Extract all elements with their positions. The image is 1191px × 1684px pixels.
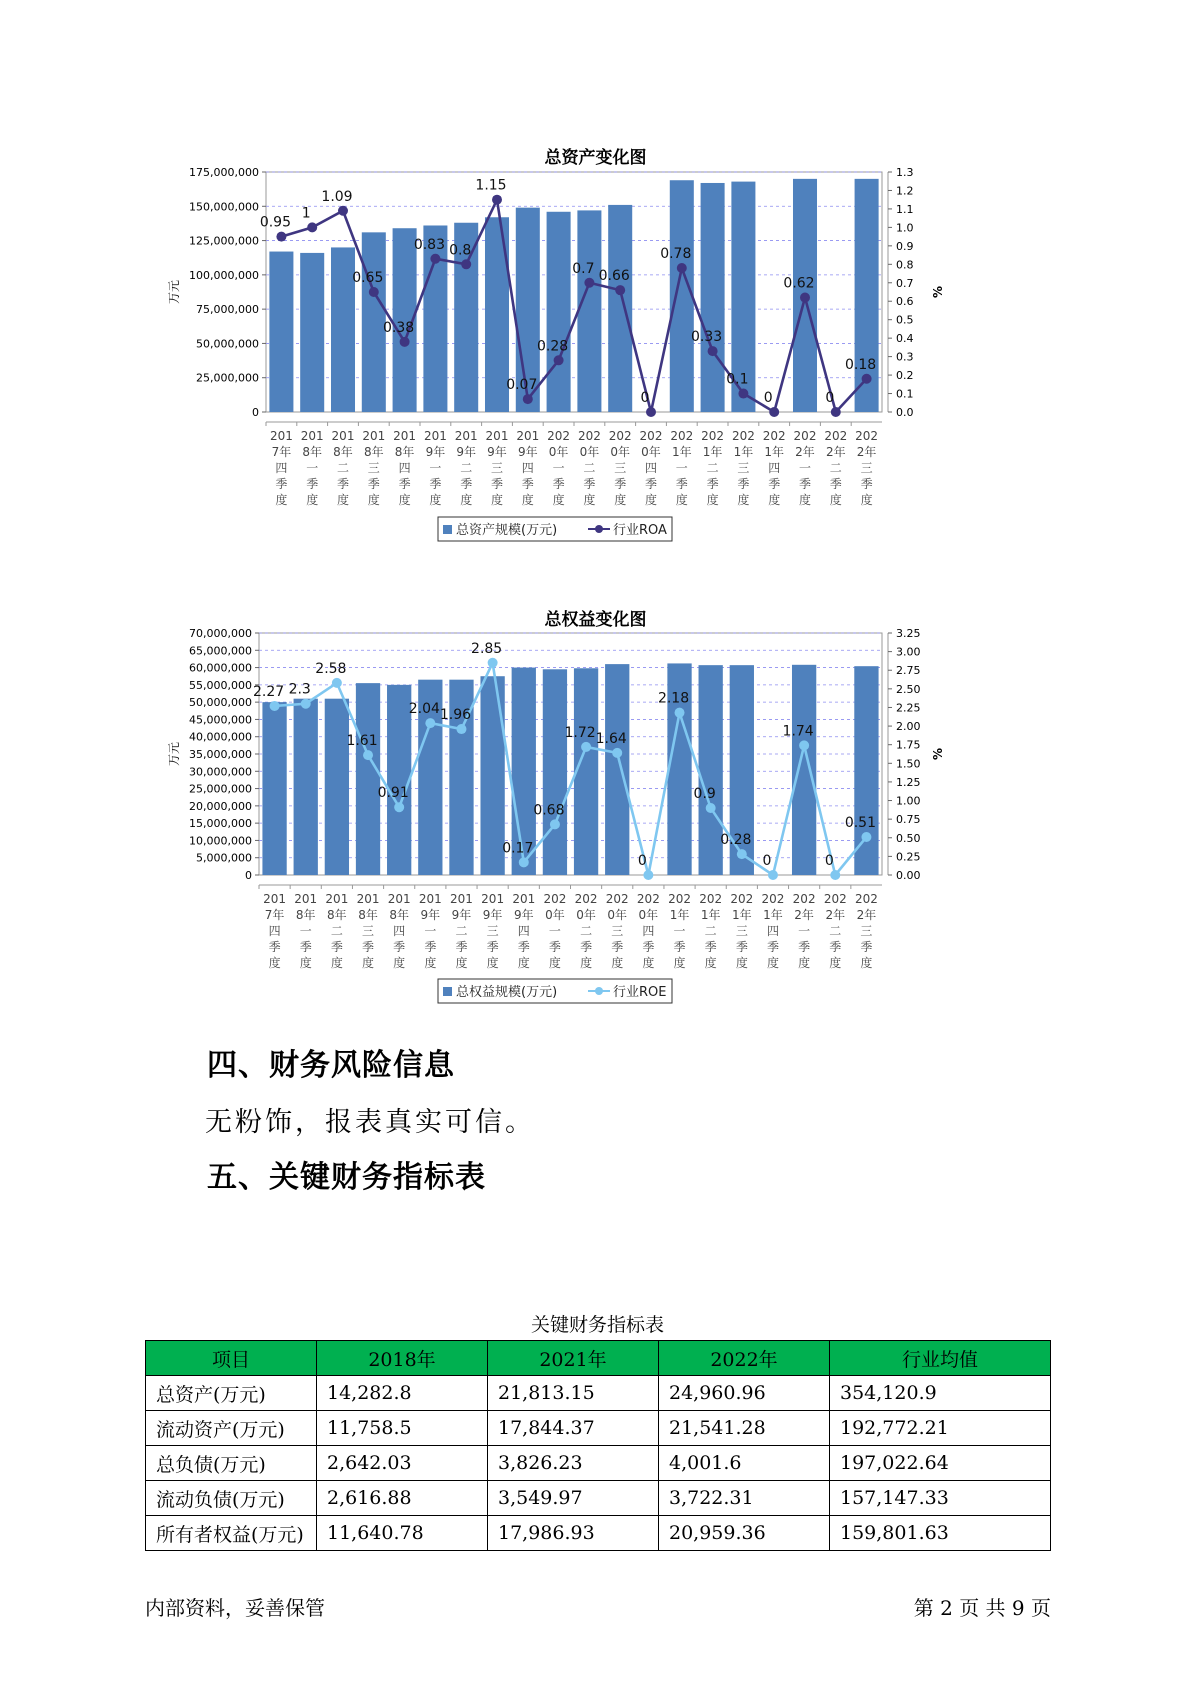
y2-tick-label: 0.0: [896, 406, 914, 419]
data-label: 1.61: [346, 733, 378, 750]
x-tick-label: 202 0年二季度: [577, 429, 601, 507]
data-point: [768, 870, 778, 880]
table-cell: 157,147.33: [830, 1481, 1051, 1516]
data-label: 0.07: [506, 377, 538, 394]
section5-heading: 五、关键财务指标表: [207, 1160, 486, 1195]
x-tick-label: 201 7年四季度: [263, 892, 287, 970]
x-tick-label: 201 8年四季度: [387, 892, 411, 970]
y-axis-label: 万元: [167, 741, 181, 767]
y2-tick-label: 3.00: [896, 645, 921, 659]
y2-tick-label: 2.75: [896, 664, 921, 678]
data-label: 0.51: [844, 815, 877, 832]
table-cell: 192,772.21: [830, 1411, 1051, 1446]
data-point: [799, 740, 809, 750]
bar: [574, 668, 598, 875]
data-point: [363, 750, 373, 760]
x-tick-label: 202 2年二季度: [824, 429, 848, 507]
data-point: [800, 293, 810, 303]
x-tick-label: 201 8年三季度: [356, 892, 380, 970]
col-header: 2021年: [488, 1341, 659, 1376]
x-tick-label: 202 0年二季度: [574, 892, 598, 970]
y-tick-label: 40,000,000: [189, 730, 252, 744]
x-tick-label: 202 0年三季度: [605, 892, 629, 970]
y-tick-label: 25,000,000: [189, 782, 252, 796]
x-tick-label: 201 9年三季度: [481, 892, 505, 970]
data-point: [554, 355, 564, 365]
y-axis-label: 万元: [167, 279, 181, 305]
x-tick-label: 202 2年一季度: [793, 429, 817, 507]
x-tick-label: 202 2年二季度: [823, 892, 847, 970]
legend-bar-label: 总权益规模(万元): [456, 985, 558, 1000]
data-point: [488, 658, 498, 668]
table-cell: 所有者权益(万元): [146, 1516, 317, 1551]
data-label: 1.96: [439, 707, 472, 724]
x-tick-label: 201 9年二季度: [450, 892, 473, 970]
data-label: 0.62: [783, 275, 815, 292]
legend-line-marker: [595, 525, 603, 533]
y-tick-label: 50,000,000: [189, 696, 252, 710]
y2-axis-label: %: [931, 285, 945, 299]
table-cell: 2,616.88: [317, 1481, 488, 1516]
data-point: [338, 206, 348, 216]
y2-tick-label: 0.3: [896, 350, 914, 364]
table-cell: 21,541.28: [659, 1411, 830, 1446]
data-point: [769, 407, 779, 417]
section4-text: 无粉饰，报表真实可信。: [205, 1107, 535, 1138]
bar: [792, 665, 816, 875]
data-label: 0.91: [377, 785, 409, 802]
y2-tick-label: 0.4: [896, 332, 914, 346]
x-tick-label: 202 2年三季度: [855, 429, 879, 507]
data-point: [301, 699, 311, 709]
data-label: 0.9: [693, 785, 716, 802]
data-label: 2.85: [471, 640, 503, 657]
x-tick-label: 202 1年二季度: [701, 429, 725, 507]
y-tick-label: 25,000,000: [196, 371, 259, 385]
y-tick-label: 70,000,000: [189, 627, 252, 640]
table-cell: 17,844.37: [488, 1411, 659, 1446]
data-label: 0.38: [383, 319, 415, 336]
section4-heading: 四、财务风险信息: [207, 1048, 455, 1083]
bar: [547, 212, 571, 412]
table-cell: 总资产(万元): [146, 1376, 317, 1411]
data-point: [831, 407, 841, 417]
x-tick-label: 201 8年四季度: [393, 429, 417, 507]
data-point: [862, 374, 872, 384]
bar: [670, 180, 694, 412]
footer-confidential: 内部资料，妥善保管: [145, 1596, 325, 1620]
data-label: 2.3: [288, 681, 311, 698]
data-point: [646, 407, 656, 417]
x-tick-label: 202 1年三季度: [731, 429, 755, 507]
data-label: 1.64: [595, 730, 627, 747]
x-tick-label: 201 8年一季度: [300, 429, 324, 507]
data-label: 2.58: [315, 660, 347, 677]
table-row: [146, 1481, 1051, 1516]
data-point: [276, 232, 286, 242]
y2-tick-label: 0.7: [896, 276, 914, 290]
data-point: [550, 819, 560, 829]
data-label: 0.33: [691, 329, 723, 346]
table-row: [146, 1446, 1051, 1481]
data-label: 0.78: [660, 246, 692, 262]
bar: [269, 252, 293, 412]
y2-tick-label: 0.2: [896, 369, 914, 383]
y-tick-label: 60,000,000: [189, 661, 252, 675]
x-tick-label: 202 1年三季度: [730, 892, 754, 970]
x-tick-label: 202 0年三季度: [608, 429, 632, 507]
data-point: [492, 195, 502, 205]
plot-frame: [266, 172, 882, 412]
chart2-title: 总权益变化图: [544, 610, 647, 630]
data-point: [675, 708, 685, 718]
y-tick-label: 75,000,000: [196, 303, 259, 317]
data-point: [425, 718, 435, 728]
y2-tick-label: 0.25: [896, 850, 921, 864]
col-header: 项目: [146, 1341, 317, 1376]
table-cell: 3,549.97: [488, 1481, 659, 1516]
y2-tick-label: 1.00: [896, 794, 921, 808]
y2-tick-label: 0.00: [896, 869, 921, 882]
y-tick-label: 50,000,000: [196, 337, 259, 351]
y-tick-label: 30,000,000: [189, 765, 252, 779]
data-point: [456, 724, 466, 734]
chart1-title: 总资产变化图: [544, 148, 647, 168]
y2-axis-label: %: [931, 747, 945, 761]
table-cell: 4,001.6: [659, 1446, 830, 1481]
bar: [701, 183, 725, 412]
y2-tick-label: 1.50: [896, 757, 921, 771]
x-tick-label: 202 0年一季度: [543, 892, 567, 970]
total-assets-chart: [167, 166, 1050, 548]
legend-line-label: 行业ROA: [613, 523, 667, 538]
table-cell: 17,986.93: [488, 1516, 659, 1551]
data-point: [708, 346, 718, 356]
y2-tick-label: 0.8: [896, 258, 914, 272]
table-cell: 197,022.64: [830, 1446, 1051, 1481]
x-tick-label: 201 8年一季度: [294, 892, 318, 970]
y-tick-label: 0: [245, 869, 252, 882]
table-cell: 2,642.03: [317, 1446, 488, 1481]
bar: [356, 683, 380, 875]
data-label: 2.04: [408, 701, 440, 718]
data-label: 0.7: [572, 260, 595, 277]
data-point: [270, 701, 280, 711]
data-label: 0.95: [259, 214, 291, 231]
x-tick-label: 202 1年四季度: [761, 892, 785, 970]
table-cell: 11,758.5: [317, 1411, 488, 1446]
table-cell: 总负债(万元): [146, 1446, 317, 1481]
table-cell: 3,722.31: [659, 1481, 830, 1516]
x-tick-label: 202 1年二季度: [699, 892, 723, 970]
y2-tick-label: 2.50: [896, 682, 921, 696]
y2-tick-label: 1.1: [896, 202, 914, 216]
data-label: 2.27: [252, 683, 285, 700]
data-point: [677, 263, 687, 273]
data-label: 0.66: [598, 268, 630, 285]
y-tick-label: 150,000,000: [189, 200, 259, 214]
table-cell: 24,960.96: [659, 1376, 830, 1411]
y2-tick-label: 1.2: [896, 184, 914, 198]
bar: [262, 702, 286, 875]
y-tick-label: 35,000,000: [189, 748, 252, 761]
x-tick-label: 202 0年四季度: [636, 892, 660, 970]
y-tick-label: 55,000,000: [189, 678, 252, 692]
data-point: [615, 285, 625, 295]
data-point: [461, 259, 471, 269]
total-equity-chart: [167, 627, 1050, 1013]
y2-tick-label: 0.75: [896, 813, 921, 827]
data-point: [584, 278, 594, 288]
y2-tick-label: 0.9: [896, 239, 914, 253]
bar: [854, 666, 878, 875]
data-label: 2.18: [657, 690, 690, 707]
data-point: [332, 678, 342, 688]
table-cell: 354,120.9: [830, 1376, 1051, 1411]
y-tick-label: 20,000,000: [189, 799, 252, 813]
data-point: [581, 742, 591, 752]
x-tick-label: 202 2年三季度: [854, 892, 878, 970]
table-cell: 流动资产(万元): [146, 1411, 317, 1446]
data-point: [738, 389, 748, 399]
bar: [387, 685, 411, 875]
table-caption: 关键财务指标表: [530, 1314, 664, 1336]
y-tick-label: 45,000,000: [189, 713, 252, 727]
y-tick-label: 10,000,000: [189, 834, 252, 848]
table-cell: 20,959.36: [659, 1516, 830, 1551]
x-tick-label: 201 8年二季度: [331, 429, 355, 507]
y-tick-label: 5,000,000: [196, 851, 252, 865]
x-tick-label: 201 9年四季度: [512, 892, 536, 970]
data-label: 1.72: [564, 724, 596, 741]
data-point: [369, 287, 379, 297]
data-point: [307, 222, 317, 232]
data-label: 0.28: [537, 338, 569, 355]
data-point: [400, 337, 410, 347]
bar: [699, 665, 723, 875]
y-tick-label: 175,000,000: [189, 166, 259, 179]
data-point: [830, 870, 840, 880]
data-label: 0: [825, 390, 835, 406]
table-row: [146, 1516, 1051, 1551]
table-header-row: [146, 1341, 1051, 1376]
data-point: [861, 832, 871, 842]
x-tick-label: 201 8年三季度: [362, 429, 386, 507]
y-tick-label: 0: [252, 406, 259, 419]
data-point: [523, 394, 533, 404]
y-tick-label: 65,000,000: [189, 644, 252, 658]
y-tick-label: 15,000,000: [189, 817, 252, 831]
data-label: 0.83: [413, 236, 445, 253]
table-row: [146, 1411, 1051, 1446]
y2-tick-label: 3.25: [896, 627, 921, 640]
table-row: [146, 1376, 1051, 1411]
table-cell: 14,282.8: [317, 1376, 488, 1411]
key-financial-table: [145, 1340, 1051, 1551]
data-label: 0.18: [845, 356, 877, 373]
bar: [480, 676, 504, 875]
data-label: 0.17: [502, 840, 534, 857]
table-cell: 3,826.23: [488, 1446, 659, 1481]
data-label: 1.74: [782, 723, 814, 740]
y-tick-label: 100,000,000: [189, 268, 259, 282]
y2-tick-label: 0.6: [896, 295, 914, 309]
y2-tick-label: 1.25: [896, 775, 921, 789]
x-tick-label: 202 1年一季度: [668, 892, 691, 970]
x-tick-label: 201 9年三季度: [485, 429, 509, 507]
x-tick-label: 201 9年一季度: [418, 892, 442, 970]
data-label: 0: [762, 853, 772, 869]
bar: [294, 699, 318, 875]
data-label: 0.8: [449, 242, 472, 259]
table-cell: 159,801.63: [830, 1516, 1051, 1551]
x-tick-label: 202 2年一季度: [792, 892, 816, 970]
data-point: [706, 803, 716, 813]
data-point: [430, 254, 440, 264]
legend-bar-swatch: [443, 525, 452, 534]
col-header: 行业均值: [830, 1341, 1051, 1376]
bar: [300, 253, 324, 412]
x-tick-label: 201 9年四季度: [516, 429, 540, 507]
x-tick-label: 201 8年二季度: [325, 892, 349, 970]
data-label: 0.68: [533, 802, 565, 819]
data-point: [519, 857, 529, 867]
y-tick-label: 125,000,000: [189, 234, 259, 248]
legend-bar-label: 总资产规模(万元): [456, 523, 558, 538]
legend-line-label: 行业ROE: [613, 985, 667, 1000]
bar: [423, 225, 447, 412]
data-label: 0: [824, 853, 834, 869]
data-label: 0: [637, 853, 647, 869]
legend-bar-swatch: [443, 987, 452, 996]
bar: [325, 699, 349, 875]
x-tick-label: 202 1年一季度: [670, 429, 694, 507]
y2-tick-label: 0.5: [896, 313, 914, 327]
x-tick-label: 201 7年四季度: [269, 429, 293, 507]
table-cell: 21,813.15: [488, 1376, 659, 1411]
x-tick-label: 202 1年四季度: [762, 429, 786, 507]
x-tick-label: 202 0年四季度: [639, 429, 663, 507]
data-label: 1: [301, 205, 311, 222]
x-tick-label: 202 0年一季度: [547, 429, 571, 507]
data-point: [394, 802, 404, 812]
data-label: 0.28: [720, 832, 752, 849]
y2-tick-label: 1.3: [896, 166, 914, 179]
y2-tick-label: 0.50: [896, 831, 921, 845]
y2-tick-label: 2.25: [896, 701, 921, 715]
legend-line-marker: [595, 987, 603, 995]
table-cell: 流动负债(万元): [146, 1481, 317, 1516]
y2-tick-label: 2.00: [896, 720, 921, 734]
data-label: 0: [763, 390, 773, 406]
table-cell: 11,640.78: [317, 1516, 488, 1551]
y2-tick-label: 1.75: [896, 738, 921, 752]
col-header: 2018年: [317, 1341, 488, 1376]
bar: [608, 205, 632, 412]
bar: [605, 664, 629, 875]
bar: [577, 210, 601, 412]
y2-tick-label: 1.0: [896, 221, 914, 235]
data-label: 0.65: [352, 270, 384, 286]
x-tick-label: 201 9年一季度: [423, 429, 447, 507]
data-label: 1.09: [321, 188, 353, 205]
y2-tick-label: 0.1: [896, 387, 914, 401]
data-point: [737, 849, 747, 859]
data-label: 0.1: [726, 371, 749, 388]
x-tick-label: 201 9年二季度: [454, 429, 478, 507]
data-label: 1.15: [475, 177, 507, 194]
col-header: 2022年: [659, 1341, 830, 1376]
data-label: 0: [640, 390, 650, 406]
footer-page-number: 第 2 页 共 9 页: [913, 1596, 1051, 1620]
data-point: [643, 870, 653, 880]
bar: [543, 669, 567, 875]
data-point: [612, 748, 622, 758]
